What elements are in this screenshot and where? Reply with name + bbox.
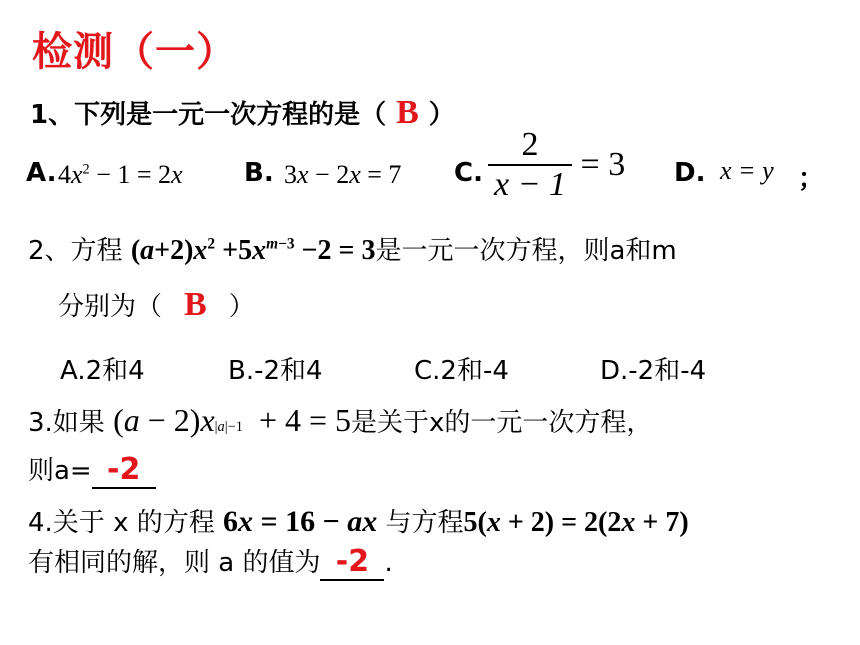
q4-equation-1: 6x = 16 − ax <box>223 505 378 538</box>
q1-option-b-expr: 3x − 2x = 7 <box>284 160 402 189</box>
q1-option-a-expr: $4x^2 - 1 = 2x$ <box>58 160 183 189</box>
q1-option-b-label: B. <box>244 158 274 188</box>
q3-suffix: 是关于x的一元一次方程， <box>351 408 653 438</box>
q1-option-d-expr: x = y <box>720 156 774 185</box>
q2-suffix: 是一元一次方程，则a和m <box>375 236 677 266</box>
q1-close: ） <box>428 100 455 130</box>
q3-answer: -2 <box>107 452 141 487</box>
q2-prefix: 2、方程 <box>28 236 123 266</box>
q2-line2-text: 分别为（ <box>58 292 163 322</box>
q2-options <box>60 350 706 387</box>
q4-line1 <box>28 502 689 539</box>
q1-option-c-denominator: x − 1 <box>488 164 572 204</box>
q1-option-c-rhs: = 3 <box>580 146 626 183</box>
q3-line2 <box>28 450 156 489</box>
q2-answer: B <box>184 286 207 323</box>
q4-mid: 与方程 <box>385 508 464 538</box>
q3-prefix: 3.如果 <box>28 408 105 438</box>
q2-line1 <box>28 230 677 267</box>
q3-line2-text: 则a= <box>28 456 92 486</box>
q2-option-a: A.2和4 <box>60 356 145 386</box>
q1-stem <box>30 94 455 132</box>
q2-option-b: B.-2和4 <box>228 356 323 386</box>
q3-answer-blank <box>92 452 156 489</box>
q1-option-d-label: D. <box>674 158 706 188</box>
q4-answer: -2 <box>335 544 370 579</box>
q4-line2 <box>28 542 393 581</box>
q4-prefix: 4.关于 x 的方程 <box>28 508 215 538</box>
q2-line2 <box>58 286 255 324</box>
page-title: 检测（一） <box>32 29 237 75</box>
q2-option-d: D.-2和-4 <box>600 356 707 386</box>
q1-option-c-expr <box>488 126 625 204</box>
q1-option-c-label: C. <box>454 158 483 188</box>
q1-option-a-label: A. <box>26 158 57 188</box>
q1-stem-text: 1、下列是一元一次方程的是（ <box>30 100 387 130</box>
q2-equation: $(a+2)x^2 +5x^{m-3} -2 = 3$ <box>130 235 376 266</box>
q2-close: ） <box>228 292 255 322</box>
q4-end: . <box>384 548 393 578</box>
q1-option-d-tail: ； <box>798 164 825 194</box>
q1-answer: B <box>396 94 419 131</box>
q1-option-c-numerator: 2 <box>521 126 539 163</box>
q4-answer-blank <box>320 544 384 581</box>
q4-line2-text: 有相同的解，则 a 的值为 <box>28 548 321 578</box>
q4-equation-2: 5(x + 2) = 2(2x + 7) <box>463 507 689 538</box>
q3-line1 <box>28 402 652 439</box>
q2-option-c: C.2和-4 <box>414 356 509 386</box>
q3-equation: $(a - 2)x^{|a|-1} + 4 = 5$ <box>113 402 352 438</box>
